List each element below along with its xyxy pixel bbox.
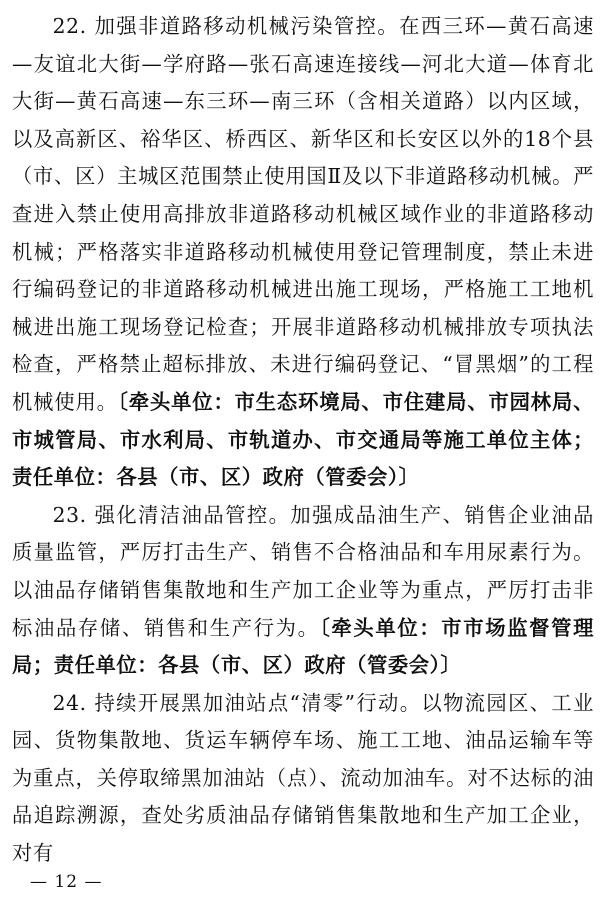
page-number: — 12 — [30, 872, 103, 892]
paragraph-22-body: 22. 加强非道路移动机械污染管控。在西三环—黄石高速—友谊北大街—学府路—张石高速连接线—河北大道—体育北大街—黄石高速—东三环—南三环（含相关道路）以内区域，以及高新区、裕华区、桥西区、新华区和长安区以外的18个县（市、区）主城区范围禁止使用国Ⅱ及以下非道路移动机械。严查进入禁止使用高排放非道路移动机械区域作业的非道路移动机械；严格落实非道路移动机械使用登记管理制度，禁止未进行编码登记的非道路移动机械进出施工现场，严格施工工地机械进出施工现场登记检查；开展非道路移动机械排放专项执法检查，严格禁止超标排放、未进行编码登记、“冒黑烟”的工程机械使用。 [12, 14, 594, 414]
paragraph-22 [12, 8, 594, 497]
paragraph-23-responsibility: 〔牵头单位：市市场监督管理局；责任单位：各县（市、区）政府（管委会）〕 [12, 615, 595, 678]
paragraph-24 [12, 685, 594, 873]
paragraph-24-body: 24. 持续开展黑加油站点“清零”行动。以物流园区、工业园、货物集散地、货运车辆停车场、施工工地、油品运输车等为重点，关停取缔黑加油站（点）、流动加油车。对不达标的油品追踪溯源，查处劣质油品存储销售集散地和生产加工企业，对有 [12, 690, 594, 866]
document-page [12, 8, 594, 873]
paragraph-23 [12, 497, 594, 685]
paragraph-23-body: 23. 强化清洁油品管控。加强成品油生产、销售企业油品质量监管，严厉打击生产、销售不合格油品和车用尿素行为。以油品存储销售集散地和生产加工企业等为重点，严厉打击非标油品存储、销售和生产行为。 [12, 502, 594, 640]
paragraph-22-responsibility: 〔牵头单位：市生态环境局、市住建局、市园林局、市城管局、市水利局、市轨道办、市交通局等施工单位主体；责任单位：各县（市、区）政府（管委会）〕 [12, 389, 594, 490]
